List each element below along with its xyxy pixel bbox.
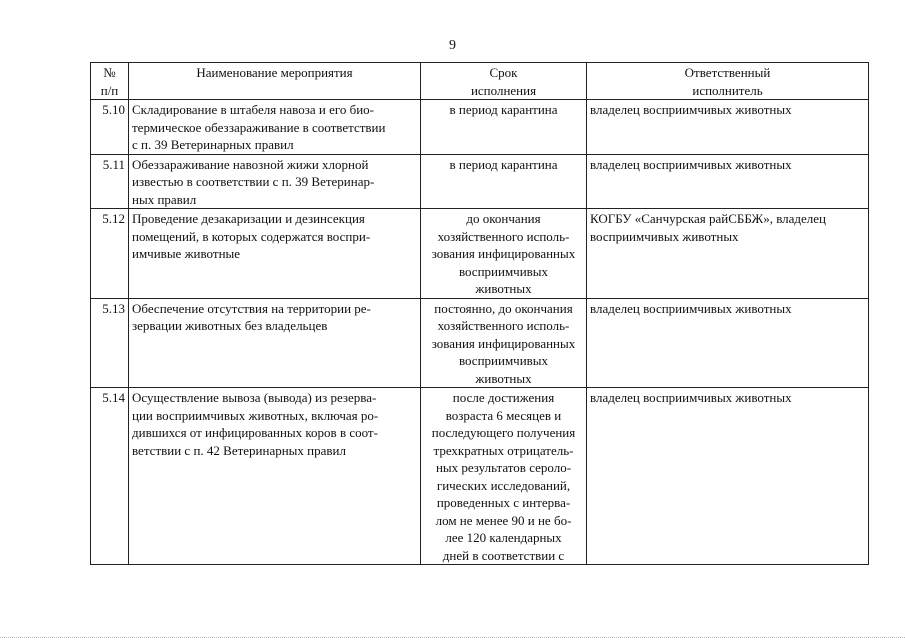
- row-measure-name: Проведение дезакаризации и дезинсекция помещений, в которых содержатся воспри- имчивые животные: [129, 209, 421, 299]
- header-name: Наименование мероприятия: [129, 63, 421, 100]
- table-row: [91, 154, 869, 209]
- row-number: 5.11: [91, 154, 129, 209]
- row-responsible: КОГБУ «Санчурская райСББЖ», владелец восприимчивых животных: [587, 209, 869, 299]
- table-row: [91, 298, 869, 388]
- row-number: 5.13: [91, 298, 129, 388]
- row-term: после достижения возраста 6 месяцев и последующего получения трехкратных отрицатель- ных результатов сероло- гических исследований, проведенных с интерва- лом не менее 90 и не бо- лее 120 календарных дней в соответствии с: [421, 388, 587, 565]
- row-responsible: владелец восприимчивых животных: [587, 100, 869, 155]
- row-measure-name: Осуществление вывоза (вывода) из резерва- ции восприимчивых животных, включая ро- дившихся от инфицированных коров в соот- ветствии с п. 42 Ветеринарных правил: [129, 388, 421, 565]
- measures-table: [90, 62, 869, 565]
- scan-edge-line: [0, 637, 905, 639]
- row-measure-name: Обеспечение отсутствия на территории ре- зервации животных без владельцев: [129, 298, 421, 388]
- row-term: в период карантина: [421, 100, 587, 155]
- row-number: 5.12: [91, 209, 129, 299]
- header-num: № п/п: [91, 63, 129, 100]
- row-measure-name: Складирование в штабеля навоза и его био- термическое обеззараживание в соответствии с п. 39 Ветеринарных правил: [129, 100, 421, 155]
- row-term: постоянно, до окончания хозяйственного исполь- зования инфицированных восприимчивых животных: [421, 298, 587, 388]
- row-responsible: владелец восприимчивых животных: [587, 154, 869, 209]
- row-measure-name: Обеззараживание навозной жижи хлорной известью в соответствии с п. 39 Ветеринар- ных правил: [129, 154, 421, 209]
- table-row: [91, 388, 869, 565]
- table-header-row: [91, 63, 869, 100]
- row-responsible: владелец восприимчивых животных: [587, 388, 869, 565]
- row-number: 5.10: [91, 100, 129, 155]
- row-term: в период карантина: [421, 154, 587, 209]
- row-number: 5.14: [91, 388, 129, 565]
- header-responsible: Ответственный исполнитель: [587, 63, 869, 100]
- row-term: до окончания хозяйственного исполь- зования инфицированных восприимчивых животных: [421, 209, 587, 299]
- header-term: Срок исполнения: [421, 63, 587, 100]
- page-number: 9: [449, 38, 456, 53]
- table-row: [91, 100, 869, 155]
- table-row: [91, 209, 869, 299]
- row-responsible: владелец восприимчивых животных: [587, 298, 869, 388]
